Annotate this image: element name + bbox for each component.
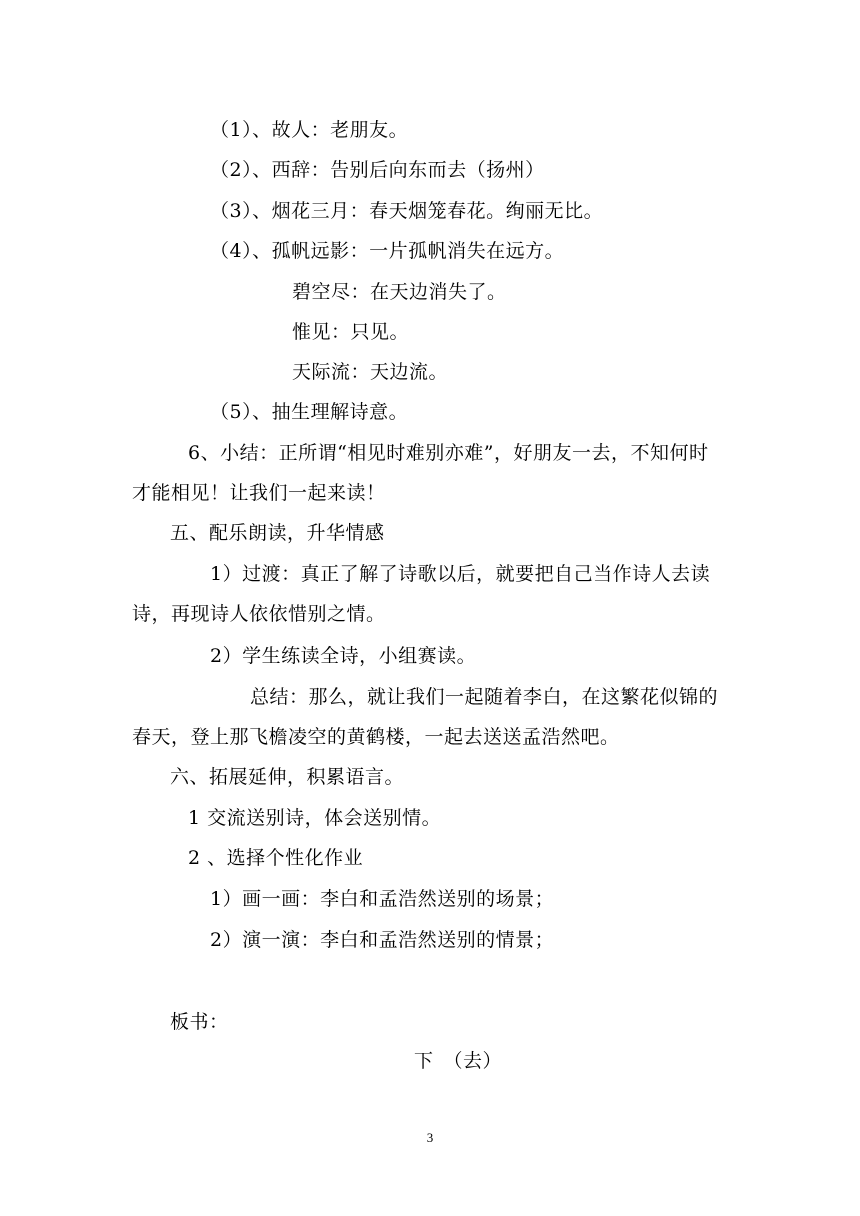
step-1-line-2: 诗，再现诗人依依惜别之情。: [132, 603, 386, 625]
note-line-1: （1）、故人：老朋友。: [210, 119, 409, 141]
section-heading-5: 五、配乐朗读，升华情感: [170, 522, 385, 544]
homework-option-2: 2）演一演：李白和孟浩然送别的情景；: [210, 929, 555, 951]
step-1-line-1: 1）过渡：真正了解了诗歌以后，就要把自己当作诗人去读: [210, 563, 711, 585]
page-number: 3: [426, 1130, 434, 1145]
item-1-line: 1 交流送别诗，体会送别情。: [188, 807, 442, 829]
summary-line-1: 6、小结：正所谓“相见时难别亦难”，好朋友一去，不知何时: [188, 442, 709, 464]
note-line-3: （3）、烟花三月：春天烟笼春花。绚丽无比。: [210, 200, 604, 222]
homework-option-1: 1）画一画：李白和孟浩然送别的场景；: [210, 888, 555, 910]
step-2-line: 2）学生练读全诗，小组赛读。: [210, 645, 477, 667]
sub-note-line-2: 惟见：只见。: [292, 321, 410, 343]
item-2-line: 2 、选择个性化作业: [188, 847, 364, 869]
board-heading: 板书：: [170, 1011, 229, 1033]
conclusion-line-1: 总结：那么，就让我们一起随着李白，在这繁花似锦的: [250, 686, 719, 708]
board-content: 下 （去）: [414, 1050, 503, 1072]
summary-line-2: 才能相见！让我们一起来读！: [132, 482, 386, 504]
section-heading-6: 六、拓展延伸，积累语言。: [170, 766, 405, 788]
note-line-5: （5）、抽生理解诗意。: [210, 401, 409, 423]
sub-note-line-1: 碧空尽：在天边消失了。: [292, 281, 507, 303]
note-line-4: （4）、孤帆远影：一片孤帆消失在远方。: [210, 240, 565, 262]
note-line-2: （2）、西辞：告别后向东而去（扬州）: [210, 159, 545, 181]
sub-note-line-3: 天际流：天边流。: [292, 361, 449, 383]
conclusion-line-2: 春天，登上那飞檐凌空的黄鹤楼，一起去送送孟浩然吧。: [132, 726, 620, 748]
